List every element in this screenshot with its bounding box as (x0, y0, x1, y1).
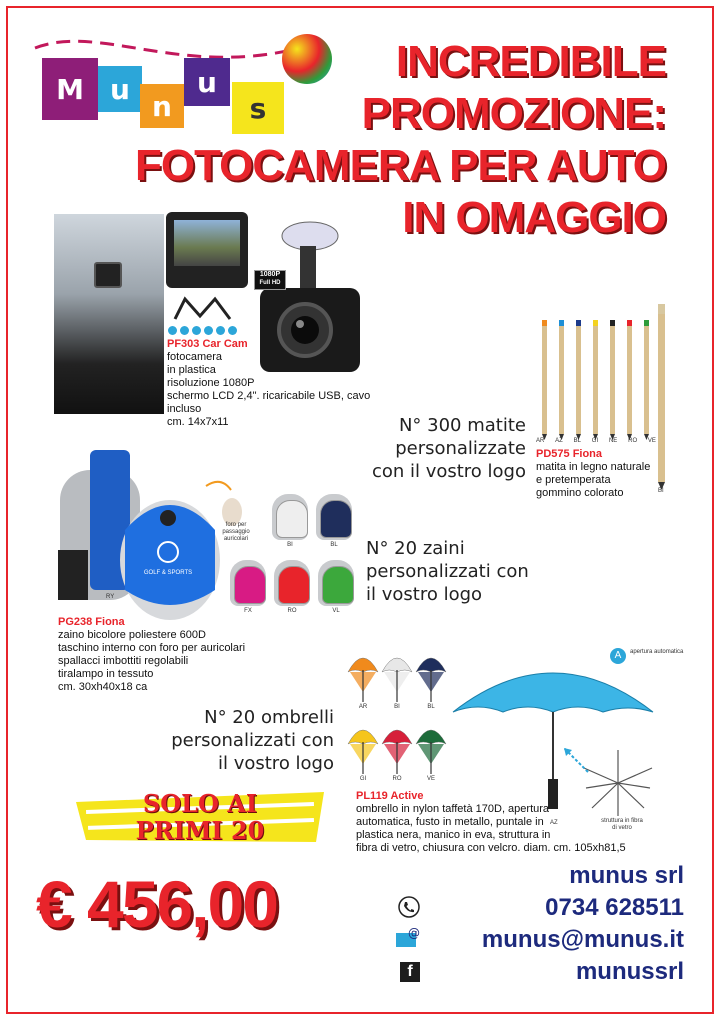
headline-line: PROMOZIONE: (361, 89, 666, 138)
backpack-main-icon (50, 440, 220, 620)
pencil-AZ (559, 320, 564, 440)
pencils-promo: N° 300 matite personalizzate con il vostro logo (371, 415, 526, 482)
umbrella-variant-VE: VE (414, 722, 448, 786)
camera-description: PF303 Car Cam fotocamera in plastica risoluzione 1080P schermo LCD 2,4". ricaricabile USB, cavo incluso cm. 14x7x11 (167, 338, 397, 429)
umbrella-description: PL119 Active ombrello in nylon taffetà 170D, apertura automatica, fusto in metallo, puntale in plastica nera, manico in eva, struttura in fibra di vetro, chiusura con velcro. diam. cm. 105xh81,5 (356, 790, 626, 854)
car-interior-photo (54, 214, 164, 414)
pencil-VE (644, 320, 649, 440)
auto-open-badge: A apertura automatica (610, 648, 690, 664)
auto-open-icon: A (610, 648, 626, 664)
backpack-variant-VL: VL (316, 556, 356, 616)
headline-line: FOTOCAMERA PER AUTO (134, 141, 666, 190)
svg-text:@: @ (408, 926, 420, 940)
backpack-description: PG238 Fiona zaino bicolore poliestere 600D taschino interno con foro per auricolari spallacci imbottiti regolabili tiralampo in tessuto cm. 30xh40x18 ca (58, 616, 246, 693)
logo-tile-s: s (232, 82, 284, 134)
camera-accessories (170, 294, 240, 322)
offer-text: SOLO AI PRIMI 20 (135, 789, 265, 845)
umbrella-variant-GI: GI (346, 722, 380, 786)
pencil-GI (593, 320, 598, 440)
product-code: PF303 Car Cam (167, 338, 248, 350)
svg-text:GOLF & SPORTS: GOLF & SPORTS (143, 570, 193, 576)
camera-screen (166, 212, 248, 288)
backpack-color-label: RY (106, 594, 115, 600)
backpack-variant-RO: RO (272, 556, 312, 616)
phone-number[interactable]: 0734 628511 (545, 894, 684, 921)
umbrella-color-label: AZ (550, 820, 558, 826)
phone-icon (398, 896, 420, 918)
frame-label: struttura in fibra di vetro (601, 818, 643, 831)
email-icon (396, 926, 418, 948)
pencil-NE (610, 320, 615, 440)
backpack-variant-BL: BL (314, 490, 354, 550)
full-hd-badge: 1080P Full HD (254, 270, 286, 290)
logo-tile-u2: u (184, 58, 230, 106)
umbrella-variant-AR: AR (346, 650, 380, 714)
headline-line: IN OMAGGIO (402, 193, 666, 242)
pencil-color-codes: AR AZ BL GI NE RO VE (536, 438, 656, 444)
backpack-promo: N° 20 zaini personalizzati con il vostro logo (366, 538, 529, 605)
umbrella-variant-BI: BI (380, 650, 414, 714)
offer-badge (76, 788, 324, 846)
logo-tile-u1: u (98, 66, 142, 112)
pencil-AR (542, 320, 547, 440)
pencil-BL (576, 320, 581, 440)
camera-feature-icons (168, 326, 242, 336)
headline-line: INCREDIBILE (395, 37, 666, 86)
logo-tile-n: n (140, 84, 184, 128)
hole-label: foro per passaggio auricolari (222, 522, 250, 542)
facebook-handle[interactable]: munussrl (575, 958, 684, 985)
email-address[interactable]: munus@munus.it (481, 926, 684, 953)
price: € 456,00 (36, 867, 277, 941)
umbrella-promo: N° 20 ombrelli personalizzati con il vostro logo (171, 707, 334, 774)
facebook-icon: f (400, 962, 420, 982)
umbrella-variant-RO: RO (380, 722, 414, 786)
pencil-RO (627, 320, 632, 440)
pencils-description: PD575 Fiona matita in legno naturale e pretemperata gommino colorato (536, 448, 651, 499)
umbrella-variant-BL: BL (414, 650, 448, 714)
arrow-icon (558, 742, 592, 776)
backpack-variant-FX: FX (228, 556, 268, 616)
backpack-variant-BI: BI (270, 490, 310, 550)
company-name: munus srl (569, 862, 684, 889)
logo-tile-m: M (42, 58, 98, 120)
pencil-big-label: BI (658, 488, 664, 494)
